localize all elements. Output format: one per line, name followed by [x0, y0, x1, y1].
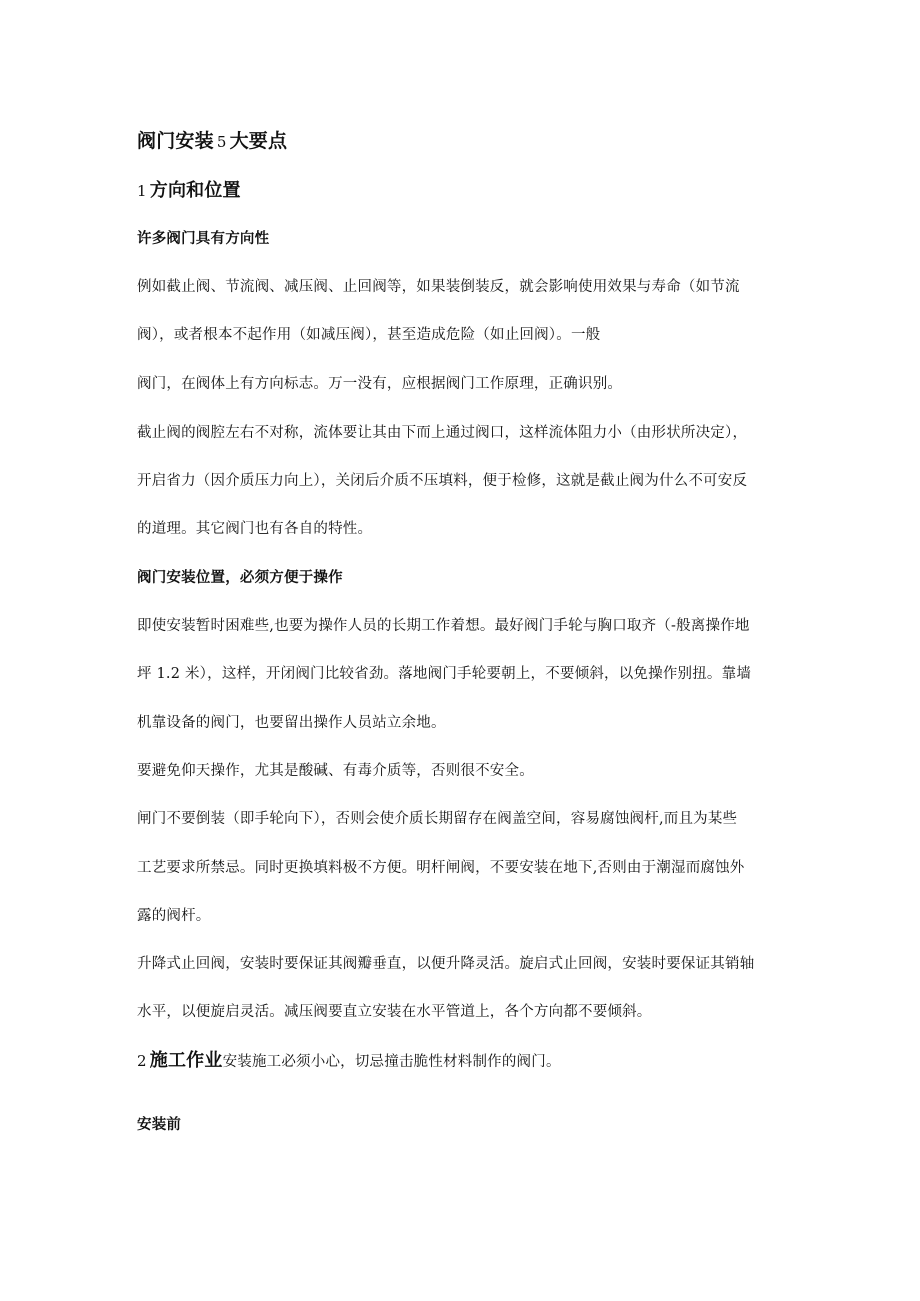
document-title — [137, 126, 287, 153]
paragraph-line: 机靠设备的阀门，也要留出操作人员站立余地。 — [137, 715, 446, 731]
title-text-2: 大要点 — [229, 130, 288, 152]
section-1-heading — [137, 176, 241, 202]
paragraph-line: 即使安装暂时困难些,也要为操作人员的长期工作着想。最好阀门手轮与胸口取齐（-般离操作地 — [137, 618, 750, 634]
paragraph-line: 的道理。其它阀门也有各自的特性。 — [137, 521, 373, 537]
paragraph-line: 截止阀的阀腔左右不对称，流体要让其由下而上通过阀口，这样流体阻力小（由形状所决定）， — [137, 425, 748, 441]
paragraph-line: 要避免仰天操作，尤其是酸碱、有毒介质等，否则很不安全。 — [137, 763, 534, 779]
paragraph-line: 例如截止阀、节流阀、减压阀、止回阀等，如果装倒装反，就会影响使用效果与寿命（如节流 — [137, 279, 740, 295]
section-2-heading — [137, 1046, 561, 1072]
title-number: 5 — [216, 133, 227, 151]
subheading-before-install: 安装前 — [137, 1117, 182, 1133]
title-text-1: 阀门安装 — [137, 130, 214, 152]
subheading-position: 阀门安装位置，必须方便于操作 — [137, 570, 343, 586]
section-1-number: 1 — [137, 182, 147, 200]
paragraph-line: 阀），或者根本不起作用（如减压阀），甚至造成危险（如止回阀）。一般 — [137, 327, 601, 343]
paragraph-line: 工艺要求所禁忌。同时更换填料极不方便。明杆闸阀，不要安装在地下,否则由于潮湿而腐蚀外 — [137, 860, 745, 876]
paragraph-line: 闸门不要倒装（即手轮向下），否则会使介质长期留存在阀盖空间，容易腐蚀阀杆,而且为某些 — [137, 811, 738, 827]
section-1-title: 方向和位置 — [149, 180, 241, 201]
paragraph-line: 露的阀杆。 — [137, 908, 211, 924]
subheading-direction: 许多阀门具有方向性 — [137, 231, 270, 247]
paragraph-line: 水平，以便旋启灵活。减压阀要直立安装在水平管道上，各个方向都不要倾斜。 — [137, 1004, 652, 1020]
section-2-inline-text: 安装施工必须小心，切忌撞击脆性材料制作的阀门。 — [222, 1054, 561, 1070]
paragraph-line: 升降式止回阀，安装时要保证其阀瓣垂直，以便升降灵活。旋启式止回阀，安装时要保证其销轴 — [137, 956, 755, 972]
section-2-number: 2 — [137, 1052, 147, 1070]
paragraph-line: 坪 1.2 米），这样，开闭阀门比较省劲。落地阀门手轮要朝上，不要倾斜，以免操作别扭。靠墙 — [137, 666, 752, 682]
paragraph-line: 阀门，在阀体上有方向标志。万一没有，应根据阀门工作原理，正确识别。 — [137, 376, 623, 392]
section-2-title: 施工作业 — [149, 1050, 223, 1071]
paragraph-line: 开启省力（因介质压力向上），关闭后介质不压填料，便于检修，这就是截止阀为什么不可安反 — [137, 473, 748, 489]
